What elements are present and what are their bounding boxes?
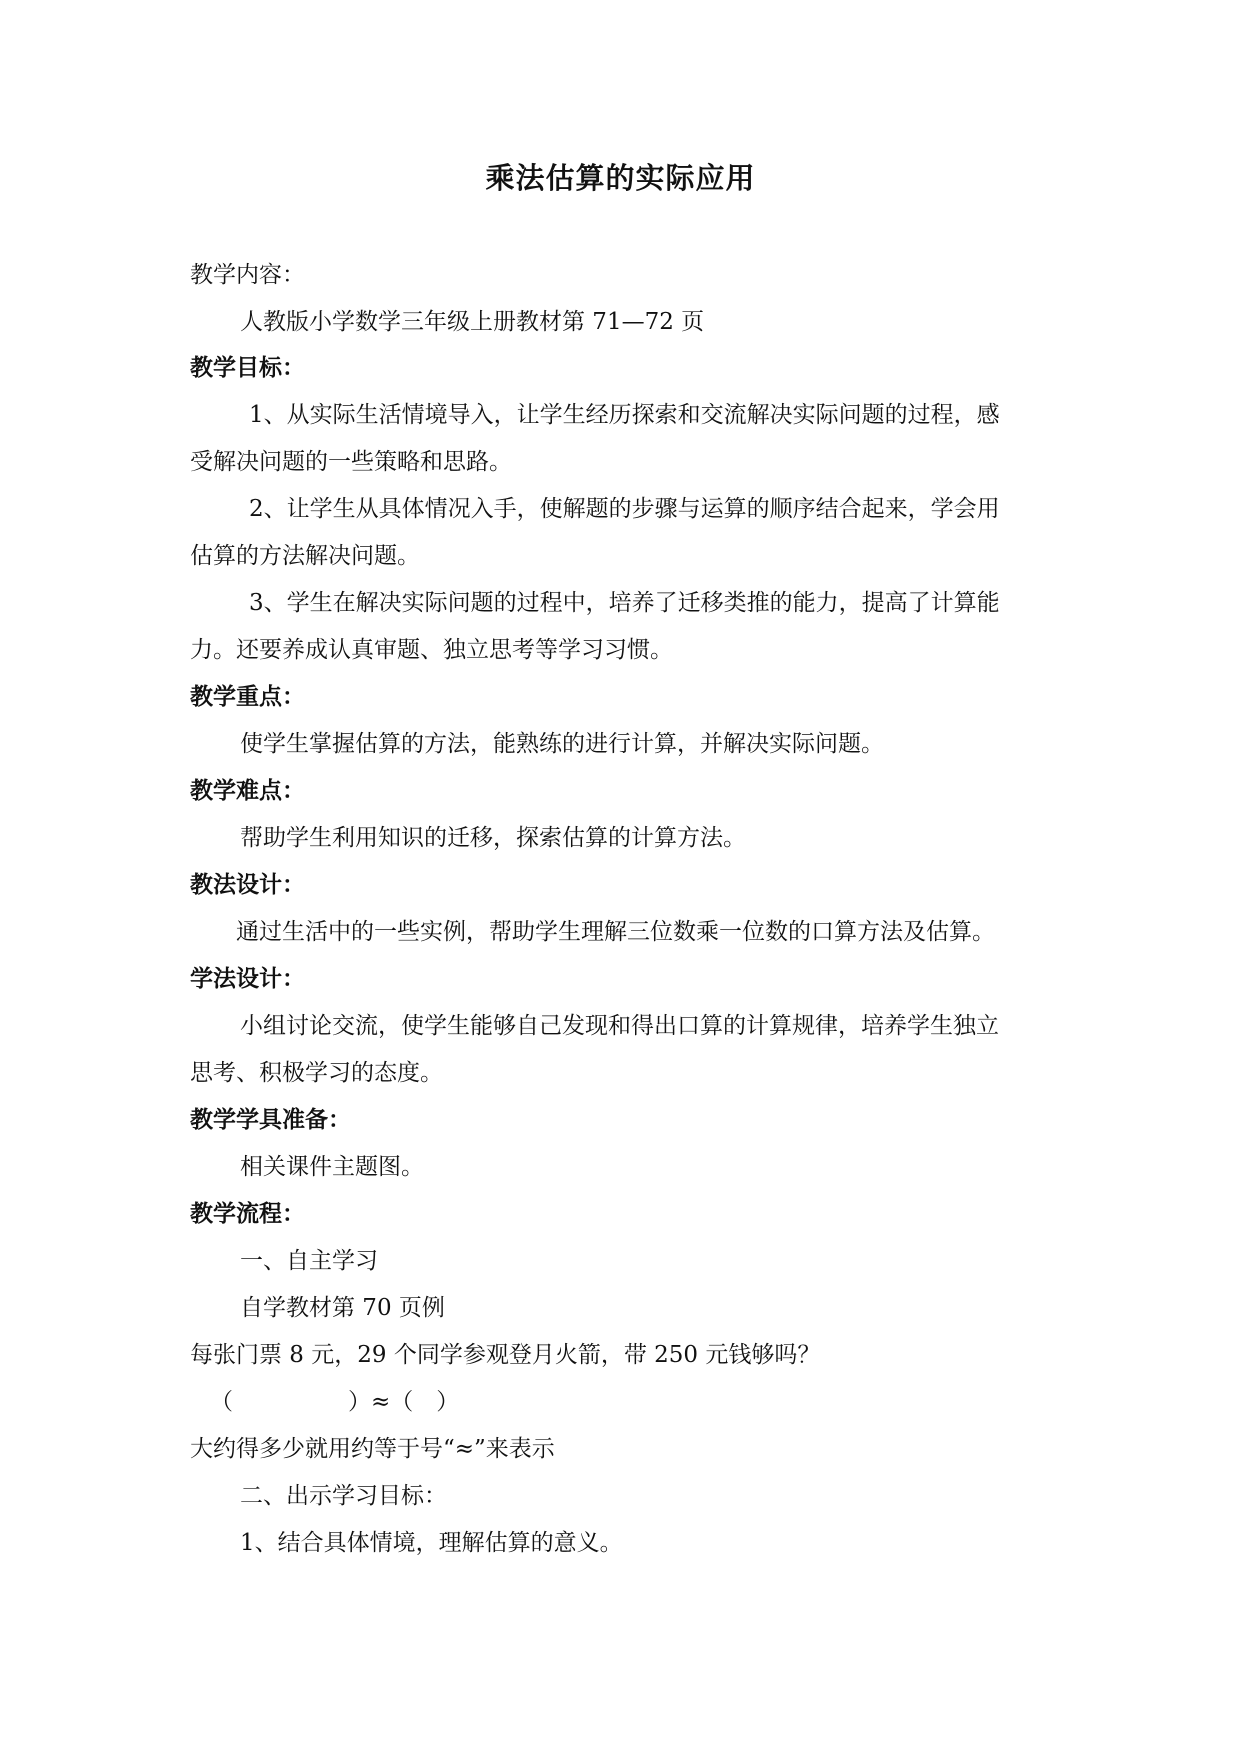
objective-3-line-2: 力。还要养成认真审题、独立思考等学习习惯。 xyxy=(190,637,673,663)
learning-method-heading: 学法设计： xyxy=(190,965,305,992)
process-heading: 教学流程： xyxy=(190,1200,305,1227)
tools-heading: 教学学具准备： xyxy=(190,1106,351,1133)
process-step-2: 二、出示学习目标： xyxy=(240,1483,447,1509)
learning-goal-1: 1、结合具体情境，理解估算的意义。 xyxy=(240,1530,623,1556)
teaching-method-text: 通过生活中的一些实例，帮助学生理解三位数乘一位数的口算方法及估算。 xyxy=(236,919,995,945)
content-text: 人教版小学数学三年级上册教材第 71—72 页 xyxy=(240,309,705,335)
teaching-method-heading: 教法设计： xyxy=(190,871,305,898)
key-point-heading: 教学重点： xyxy=(190,683,305,710)
objective-3-line-1: 3、学生在解决实际问题的过程中，培养了迁移类推的能力，提高了计算能 xyxy=(249,590,1000,616)
process-step-1-text: 自学教材第 70 页例 xyxy=(240,1295,445,1321)
objective-1-line-2: 受解决问题的一些策略和思路。 xyxy=(190,449,512,475)
objective-1-line-1: 1、从实际生活情境导入，让学生经历探索和交流解决实际问题的过程，感 xyxy=(249,402,1000,428)
difficulty-heading: 教学难点： xyxy=(190,777,305,804)
key-point-text: 使学生掌握估算的方法，能熟练的进行计算，并解决实际问题。 xyxy=(240,731,884,757)
learning-method-line-1: 小组讨论交流，使学生能够自己发现和得出口算的计算规律，培养学生独立 xyxy=(240,1013,999,1039)
approx-sign-note: 大约得多少就用约等于号“≈”来表示 xyxy=(190,1436,555,1462)
difficulty-text: 帮助学生利用知识的迁移，探索估算的计算方法。 xyxy=(240,825,746,851)
learning-method-line-2: 思考、积极学习的态度。 xyxy=(190,1060,443,1086)
estimation-blank: （ ）≈（ ） xyxy=(210,1389,460,1415)
tools-text: 相关课件主题图。 xyxy=(240,1154,424,1180)
document-title: 乘法估算的实际应用 xyxy=(485,161,756,195)
process-step-1: 一、自主学习 xyxy=(240,1248,378,1274)
example-problem: 每张门票 8 元，29 个同学参观登月火箭，带 250 元钱够吗？ xyxy=(190,1342,821,1368)
objectives-heading: 教学目标： xyxy=(190,354,305,381)
objective-2-line-1: 2、让学生从具体情况入手，使解题的步骤与运算的顺序结合起来，学会用 xyxy=(249,496,1000,522)
objective-2-line-2: 估算的方法解决问题。 xyxy=(190,543,420,569)
content-heading: 教学内容： xyxy=(190,262,305,288)
